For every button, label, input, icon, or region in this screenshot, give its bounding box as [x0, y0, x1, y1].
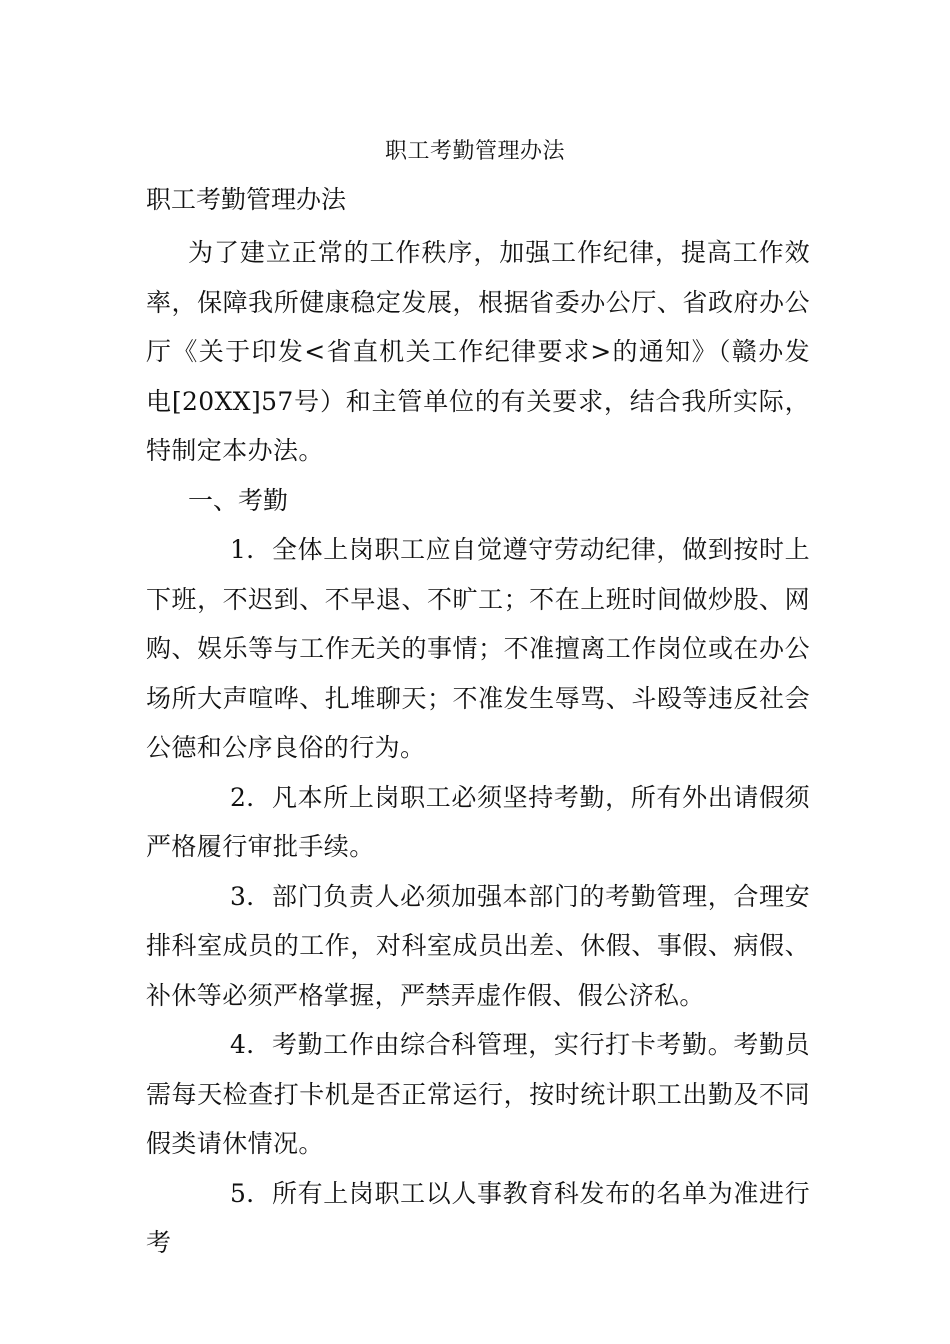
list-item	[146, 1020, 810, 1169]
list-item-text: 所有上岗职工以人事教育科发布的名单为准进行考	[146, 1178, 810, 1257]
list-item	[146, 1169, 810, 1268]
list-item-text: 凡本所上岗职工必须坚持考勤，所有外出请假须严格履行审批手续。	[146, 782, 810, 861]
list-item-text: 考勤工作由综合科管理，实行打卡考勤。考勤员需每天检查打卡机是否正常运行，按时统计职工出勤及不同假类请休情况。	[146, 1030, 810, 1158]
document-body	[146, 228, 810, 1268]
document-title: 职工考勤管理办法	[384, 139, 565, 164]
list-item	[146, 525, 810, 773]
section-heading-attendance: 一、考勤	[188, 485, 289, 515]
list-item	[146, 872, 810, 1021]
intro-paragraph: 为了建立正常的工作秩序，加强工作纪律，提高工作效率，保障我所健康稳定发展，根据省委办公厅、省政府办公厅《关于印发<省直机关工作纪律要求>的通知》（赣办发电[20XX]57号）和主管单位的有关要求，结合我所实际，特制定本办法。	[146, 238, 810, 465]
list-item-text: 部门负责人必须加强本部门的考勤管理，合理安排科室成员的工作，对科室成员出差、休假、事假、病假、补休等必须严格掌握，严禁弄虚作假、假公济私。	[146, 881, 810, 1010]
list-item-number: 1．	[230, 535, 272, 564]
list-item-number: 3．	[230, 881, 272, 911]
list-item-number: 5．	[230, 1178, 272, 1208]
list-item-text: 全体上岗职工应自觉遵守劳动纪律，做到按时上下班，不迟到、不早退、不旷工；不在上班时间做炒股、网购、娱乐等与工作无关的事情；不准擅离工作岗位或在办公场所大声喧哗、扎堆聊天；不准发生辱骂、斗殴等违反社会公德和公序良俗的行为。	[146, 535, 810, 762]
list-item	[146, 773, 810, 872]
list-item-number: 2．	[230, 782, 272, 812]
list-item-number: 4．	[230, 1030, 272, 1059]
document-subtitle: 职工考勤管理办法	[146, 185, 347, 214]
